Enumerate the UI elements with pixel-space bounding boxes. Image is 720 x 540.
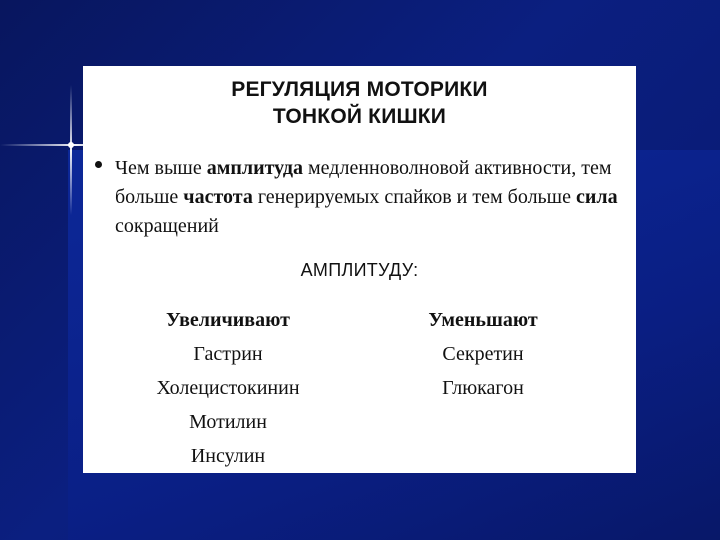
slide-content-sheet <box>83 66 636 473</box>
amplitude-subheading: АМПЛИТУДУ: <box>300 260 419 280</box>
bullet-emphasis-frequency: частота <box>183 186 253 208</box>
title-line-2: ТОНКОЙ КИШКИ <box>272 105 447 128</box>
increase-item: Холецистокинин <box>156 377 300 399</box>
bullet-text-part: Чем выше <box>115 157 207 179</box>
slide-title <box>83 76 636 130</box>
bullet-point <box>95 154 625 241</box>
decrease-heading: Уменьшают <box>428 309 538 331</box>
bullet-dot-icon <box>95 161 102 168</box>
increase-heading: Увеличивают <box>166 309 290 331</box>
decrease-column <box>383 303 583 405</box>
decrease-item: Глюкагон <box>442 377 524 399</box>
bullet-emphasis-amplitude: амплитуда <box>206 157 304 179</box>
bullet-text-part: генерируемых спайков и тем больше <box>252 186 576 208</box>
increase-item: Мотилин <box>189 411 267 433</box>
bullet-emphasis-force: сила <box>575 186 618 208</box>
increase-item: Гастрин <box>193 343 263 365</box>
increase-item: Инсулин <box>190 445 266 467</box>
decrease-item: Секретин <box>442 343 524 365</box>
bullet-text <box>115 154 625 241</box>
bullet-text-part: медленноволновой активности, тем больше <box>115 157 612 208</box>
title-line-1: РЕГУЛЯЦИЯ МОТОРИКИ <box>231 78 488 101</box>
increase-column <box>123 303 333 473</box>
bullet-text-part: сокращений <box>115 215 219 237</box>
